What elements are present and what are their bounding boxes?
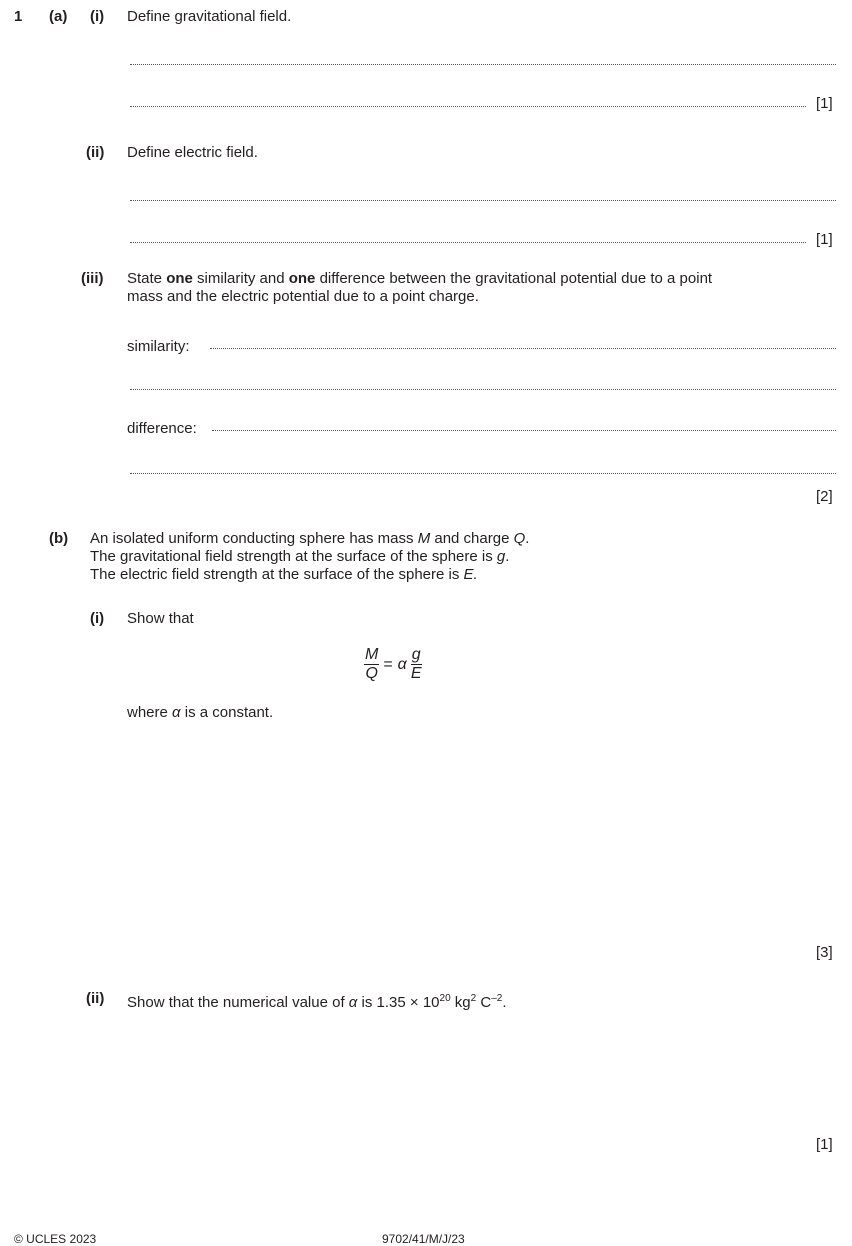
mark-allocation: [2] bbox=[816, 488, 833, 505]
where-text: where α is a constant. bbox=[127, 704, 274, 721]
question-number: 1 bbox=[14, 8, 23, 25]
answer-line[interactable] bbox=[130, 198, 836, 201]
mark-allocation: [1] bbox=[816, 1136, 833, 1153]
question-a-ii-text: Define electric field. bbox=[127, 144, 258, 161]
question-b-i-text: Show that bbox=[127, 610, 194, 627]
part-b-text-line1: An isolated uniform conducting sphere has mass M and charge Q. bbox=[90, 530, 530, 547]
subpart-a-iii-label: (iii) bbox=[81, 270, 104, 287]
part-a-label: (a) bbox=[49, 8, 68, 25]
question-a-iii-text: State one similarity and one difference between the gravitational potential due to a point bbox=[127, 270, 713, 287]
question-b-ii-text: Show that the numerical value of α is $1.35 \times 10^{20}$ $kg^2$ $C^{-2}$. bbox=[127, 993, 507, 1011]
answer-line[interactable] bbox=[130, 240, 806, 243]
similarity-answer-line[interactable] bbox=[210, 346, 836, 349]
subpart-a-i-label: (i) bbox=[90, 8, 105, 25]
part-b-label: (b) bbox=[49, 530, 69, 547]
difference-answer-line[interactable] bbox=[212, 428, 836, 431]
mark-allocation: [3] bbox=[816, 944, 833, 961]
question-a-iii-text-line2: mass and the electric potential due to a point charge. bbox=[127, 288, 479, 305]
footer-copyright: © UCLES 2023 bbox=[14, 1232, 97, 1246]
subpart-b-i-label: (i) bbox=[90, 610, 105, 627]
difference-label: difference: bbox=[127, 420, 197, 437]
subpart-b-ii-label: (ii) bbox=[86, 990, 105, 1007]
mark-allocation: [1] bbox=[816, 95, 833, 112]
question-a-i-text: Define gravitational field. bbox=[127, 8, 292, 25]
mark-allocation: [1] bbox=[816, 231, 833, 248]
answer-line[interactable] bbox=[130, 104, 806, 107]
subpart-a-ii-label: (ii) bbox=[86, 144, 105, 161]
answer-line[interactable] bbox=[130, 471, 836, 474]
answer-line[interactable] bbox=[130, 62, 836, 65]
part-b-text-line2: The gravitational field strength at the surface of the sphere is g. bbox=[90, 548, 510, 565]
answer-line[interactable] bbox=[130, 387, 836, 390]
footer-paper-code: 9702/41/M/J/23 bbox=[382, 1232, 465, 1246]
part-b-text-line3: The electric field strength at the surface of the sphere is E. bbox=[90, 566, 478, 583]
equation: $\frac{M}{Q}$ = α $\frac{g}{E}$ bbox=[365, 646, 422, 682]
similarity-label: similarity: bbox=[127, 338, 190, 355]
